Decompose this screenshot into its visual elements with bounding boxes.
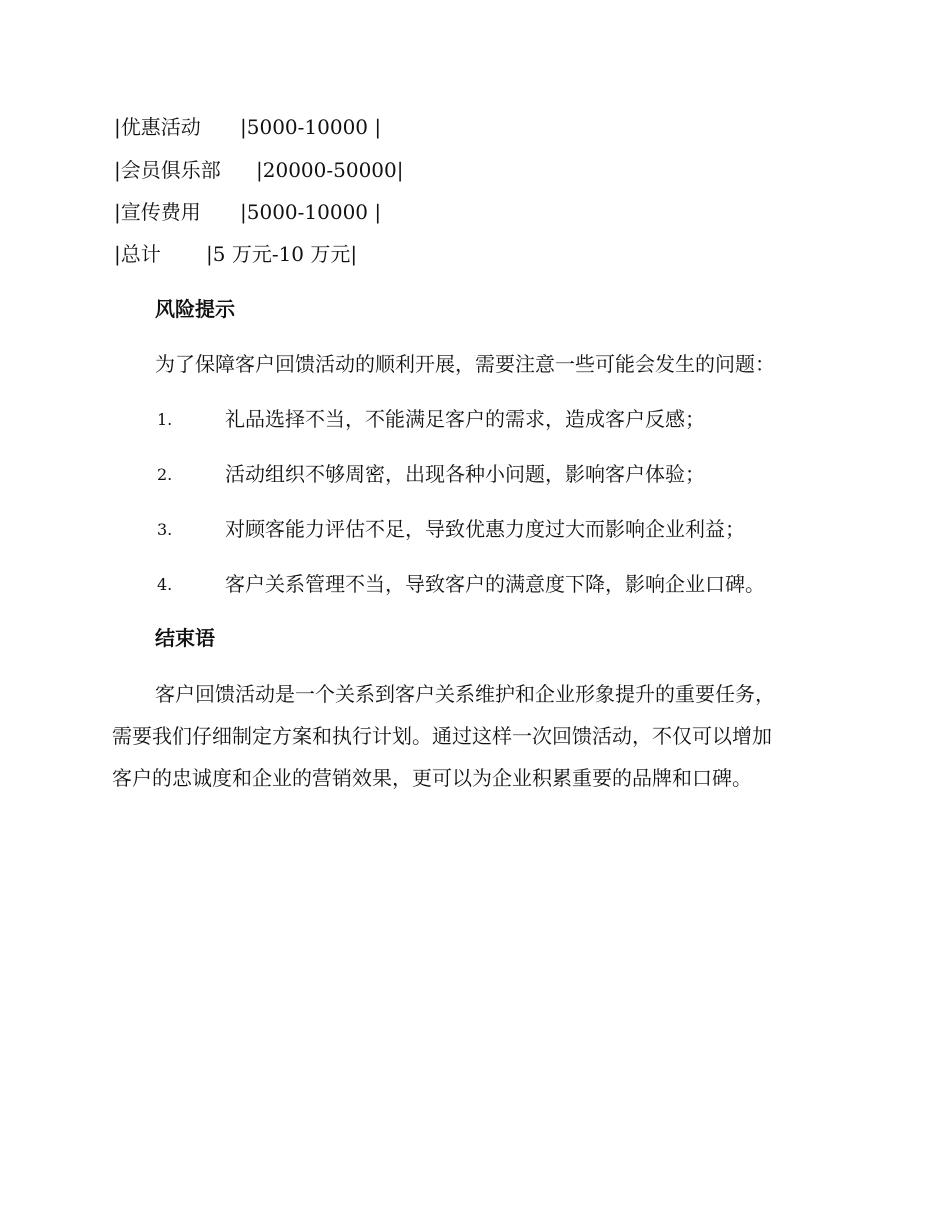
list-item-text: 活动组织不够周密，出现各种小问题，影响客户体验； [225,462,705,486]
paragraph-line: 需要我们仔细制定方案和执行计划。通过这样一次回馈活动，不仅可以增加 [112,724,772,748]
list-item-text: 对顾客能力评估不足，导致优惠力度过大而影响企业利益； [225,517,745,541]
paragraph-line: 客户回馈活动是一个关系到客户关系维护和企业形象提升的重要任务， [155,682,775,706]
budget-row-label: |宣传费用 [114,200,201,224]
list-item-number: 4. [157,575,173,594]
budget-row-label: |优惠活动 [114,115,201,139]
budget-row-label: |总计 [114,242,161,266]
list-item-text: 客户关系管理不当，导致客户的满意度下降，影响企业口碑。 [225,572,765,596]
list-item-text: 礼品选择不当，不能满足客户的需求，造成客户反感； [225,407,705,431]
budget-row-amount: |20000-50000| [256,158,404,182]
risk-heading: 风险提示 [155,297,235,321]
conclusion-heading: 结束语 [155,626,215,650]
list-item-number: 2. [157,465,173,484]
budget-row-amount: |5000-10000 | [240,115,382,139]
paragraph-line: 客户的忠诚度和企业的营销效果，更可以为企业积累重要的品牌和口碑。 [112,766,752,790]
budget-row-amount: |5000-10000 | [240,200,382,224]
budget-row-label: |会员俱乐部 [114,158,221,182]
budget-row-amount: |5 万元-10 万元| [206,242,358,266]
list-item-number: 3. [157,520,173,539]
list-item-number: 1. [157,410,173,429]
risk-intro: 为了保障客户回馈活动的顺利开展，需要注意一些可能会发生的问题： [155,352,775,376]
